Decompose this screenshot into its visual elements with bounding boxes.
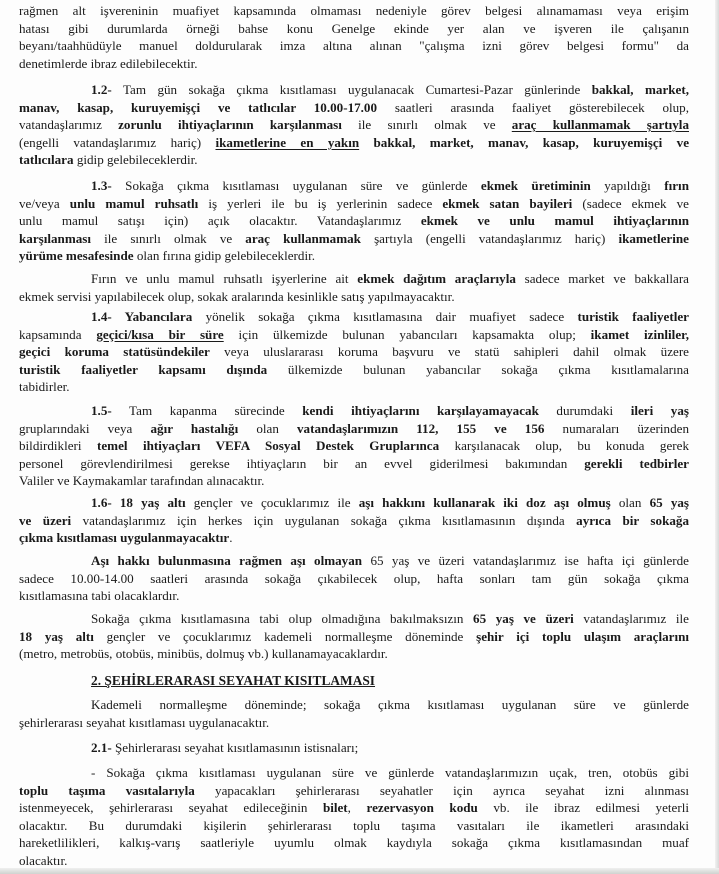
paragraph-1-4: 1.4- Yabancılara yönelik sokağa çıkma kısıtlamasına dair muafiyet sadece turistik faaliyetler kapsamında geçici/kısa bir süre için ülkemizde bulunan yabancıları kapsamakta olup; ikamet izinliler, geçici koruma statüsündekiler veya uluslararası koruma başvuru ve statü sahipleri dahil olmak üzere turistik faaliyetler kapsamı dışında ülkemizde bulunan yabancılar sokağa çıkma kısıtlamalarına tabidirler. — [19, 309, 689, 395]
text-line: hatası gibi durumlarda örneği bahse konu Genelge ekinde yer alan ve işveren ile çalışanın — [19, 20, 689, 36]
item-number: 2.1- — [91, 740, 112, 755]
text-line: beyanı/taahhüdüyle manuel doldurularak imza altına alınan "çalışma izni görev belgesi formu" da — [19, 38, 689, 54]
item-number: 1.6- 18 yaş altı — [91, 495, 186, 510]
paragraph-1-5: 1.5- Tam kapanma sürecinde kendi ihtiyaçlarını karşılayamayacak durumdaki ileri yaş gruplarındaki veya ağır hastalığı olan vatandaşlarımızın 112, 155 ve 156 numaraları üzerinden bildirdikleri temel ihtiyaçları VEFA Sosyal Destek Gruplarınca karşılanacak olup, bu konuda gerek personel görevlendirilmesi gerekse ihtiyaçların bir an evvel giderilmesi bakımından gerekli tedbirler Valiler ve Kaymakamlar tarafından alınacaktır. — [19, 403, 689, 489]
page-bottom-edge — [0, 868, 719, 874]
paragraph-1-6: 1.6- 18 yaş altı gençler ve çocuklarımız ile aşı hakkını kullanarak iki doz aşı olmuş olan 65 yaş ve üzeri vatandaşlarımız için herkes için uygulanan sokağa çıkma kısıtlamasının dışında ayrıca bir sokağa çıkma kısıtlaması uygulanmayacaktır. — [19, 495, 689, 546]
text-line: denetimlerde ibraz edilebilecektir. — [19, 55, 198, 71]
paragraph-1-2: 1.2- Tam gün sokağa çıkma kısıtlaması uygulanacak Cumartesi-Pazar günlerinde bakkal, market, manav, kasap, kuruyemişçi ve tatlıcılar 10.00-17.00 saatleri arasında faaliyet gösterebilecek olup, vatandaşlarımız zorunlu ihtiyaçlarının karşılanması ile sınırlı olmak ve araç kullanmamak şartıyla (engelli vatandaşlarımız hariç) ikametlerine en yakın bakkal, market, manav, kasap, kuruyemişçi ve tatlıcılara gidip gelebileceklerdir. — [19, 82, 689, 168]
paragraph-exception-list-item: - Sokağa çıkma kısıtlaması uygulanan süre ve günlerde vatandaşlarımızın uçak, tren, otobüs gibi toplu taşıma vasıtalarıyla yapacakları şehirlerarası seyahatler için ayrıca seyahat izni alınması istenmeyecek, şehirlerarası seyahat edileceğinin bilet, rezervasyon kodu vb. ile ibraz edilmesi yeterli olacaktır. Bu durumdaki kişilerin şehirlerarası toplu taşıma vasıtaları ile ikametleri arasındaki hareketlilikleri, kalkış-varış saatleriyle uyumlu olmak kaydıyla sokağa çıkma kısıtlamasından muaf olacaktır. — [19, 765, 689, 868]
section-heading: 2. ŞEHİRLERARASI SEYAHAT KISITLAMASI — [91, 673, 376, 688]
paragraph-2-1: 2.1- Şehirlerarası seyahat kısıtlamasının istisnaları; — [91, 740, 359, 755]
page-edge-shadow — [715, 0, 719, 874]
item-number: 1.5- — [91, 403, 112, 418]
paragraph-unvaccinated: Aşı hakkı bulunmasına rağmen aşı olmayan 65 yaş ve üzeri vatandaşlarımız ise hafta içi günlerde sadece 10.00-14.00 saatleri arasında sokağa çıkabilecek olup, hafta sonları tam gün sokağa çıkma kısıtlamasına tabi olacaklardır. — [19, 553, 689, 604]
text-line: rağmen alt işvereninin muafiyet kapsamında olmaması nedeniyle görev belgesi alınamaması veya erişim — [19, 3, 689, 18]
paragraph-bread-distribution: Fırın ve unlu mamul ruhsatlı işyerlerine ait ekmek dağıtım araçlarıyla sadece market ve bakkallara ekmek servisi yapılabilecek olup, sokak aralarında kesinlikle satış yapılmayacaktır. — [19, 271, 689, 304]
item-number: 1.4- — [91, 309, 112, 324]
paragraph-public-transport: Sokağa çıkma kısıtlamasına tabi olup olmadığına bakılmaksızın 65 yaş ve üzeri vatandaşlarımız ile 18 yaş altı gençler ve çocuklarımız kademeli normalleşme döneminde şehir içi toplu ulaşım araçlarını (metro, metrobüs, otobüs, minibüs, dolmuş vb.) kullanamayacaklardır. — [19, 611, 689, 662]
paragraph-section-2-intro: Kademeli normalleşme döneminde; sokağa çıkma kısıtlaması uygulanan süre ve günlerde şehirlerarası seyahat kısıtlaması uygulanacaktır. — [19, 697, 689, 730]
paragraph-1-3: 1.3- Sokağa çıkma kısıtlaması uygulanan süre ve günlerde ekmek üretiminin yapıldığı fırın ve/veya unlu mamul ruhsatlı iş yerleri ile bu iş yerlerinin sadece ekmek satan bayileri (sadece ekmek ve unlu mamul satışı için) açık olacaktır. Vatandaşlarımız ekmek ve unlu mamul ihtiyaçlarının karşılanması ile sınırlı olmak ve araç kullanmamak şartıyla (engelli vatandaşlarımız hariç) ikametlerine yürüme mesafesinde olan fırına gidip gelebileceklerdir. — [19, 178, 689, 264]
item-number: 1.3- — [91, 178, 112, 193]
item-number: 1.2- — [91, 82, 112, 97]
paragraph-continuation — [19, 2, 689, 72]
